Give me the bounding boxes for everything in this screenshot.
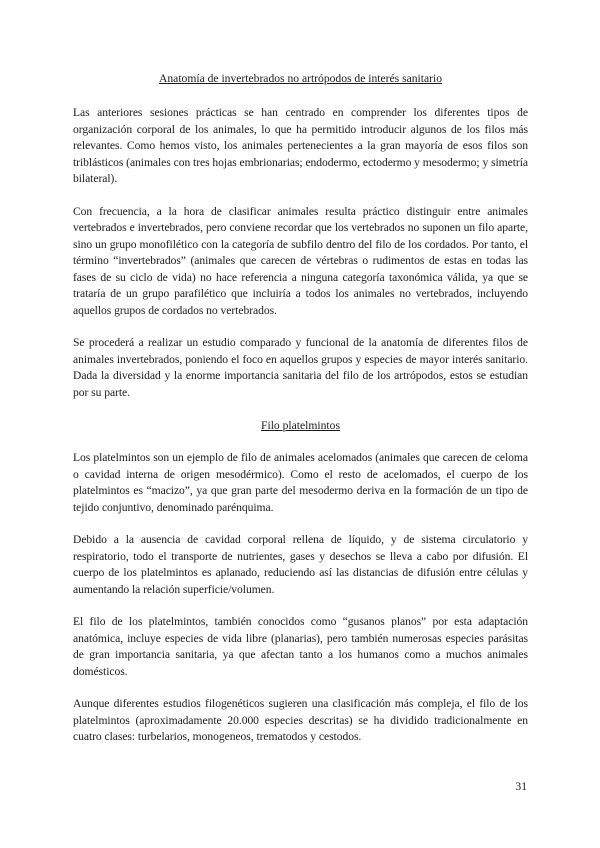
paragraph-intro-3: Se procederá a realizar un estudio comparado y funcional de la anatomía de diferentes filos de animales invertebrados, poniendo el foco en aquellos grupos y especies de mayor interés sanitario. Dada la diversidad y la enorme importancia sanitaria del filo de los artrópodos, estos se estudian por su parte.	[73, 336, 528, 399]
paragraph-intro-1: Las anteriores sesiones prácticas se han centrado en comprender los diferentes tipos de organización corporal de los animales, lo que ha permitido introducir algunos de los filos más relevantes. Como hemos visto, los animales pertenecientes a la gran mayoría de esos filos son triblásticos (animales con tres hojas embrionarias; endodermo, ectodermo y mesodermo; y simetría bilateral).	[73, 106, 528, 185]
paragraph-platyhelminthes-2: Debido a la ausencia de cavidad corporal rellena de líquido, y de sistema circulatorio y respiratorio, todo el transporte de nutrientes, gases y desechos se lleva a cabo por difusión. El cuerpo de los platelmintos es aplanado, reduciendo así las distancias de difusión entre células y aumentando la relación superficie/volumen.	[73, 533, 528, 596]
paragraph-intro-2: Con frecuencia, a la hora de clasificar animales resulta práctico distinguir entre animales vertebrados e invertebrados, pero conviene recordar que los vertebrados no suponen un filo aparte, sino un grupo monofilético con la categoría de subfilo dentro del filo de los cordados. Por tanto, el término “invertebrados” (animales que carecen de vértebras o rudimentos de estas en todas las fases de su ciclo de vida) no hace referencia a ninguna categoría taxonómica válida, ya que se trataría de un grupo parafilético que incluiría a todos los animales no vertebrados, incluyendo aquellos grupos de cordados no vertebrados.	[73, 204, 528, 317]
section-heading-invertebrates: Anatomía de invertebrados no artrópodos de interés sanitario	[159, 72, 442, 85]
section-heading-platyhelminthes: Filo platelmintos	[261, 419, 340, 432]
paragraph-platyhelminthes-3: El filo de los platelmintos, también conocidos como “gusanos planos” por esta adaptación anatómica, incluye especies de vida libre (planarias), pero también numerosas especies parásitas de gran importancia sanitaria, ya que afectan tanto a los humanos como a muchos animales domésticos.	[73, 615, 528, 678]
page-number: 31	[515, 780, 527, 793]
paragraph-platyhelminthes-1: Los platelmintos son un ejemplo de filo de animales acelomados (animales que carecen de celoma o cavidad interna de origen mesodérmico). Como el resto de acelomados, el cuerpo de los platelmintos es “macizo”, ya que gran parte del mesodermo deriva en la formación de un tipo de tejido conjuntivo, denominado parénquima.	[73, 451, 528, 514]
page-content	[73, 70, 528, 762]
paragraph-platyhelminthes-4: Aunque diferentes estudios filogenéticos sugieren una clasificación más compleja, el filo de los platelmintos (aproximadamente 20.000 especies descritas) se ha dividido tradicionalmente en cuatro clases: turbelarios, monogeneos, trematodos y cestodos.	[73, 697, 528, 743]
